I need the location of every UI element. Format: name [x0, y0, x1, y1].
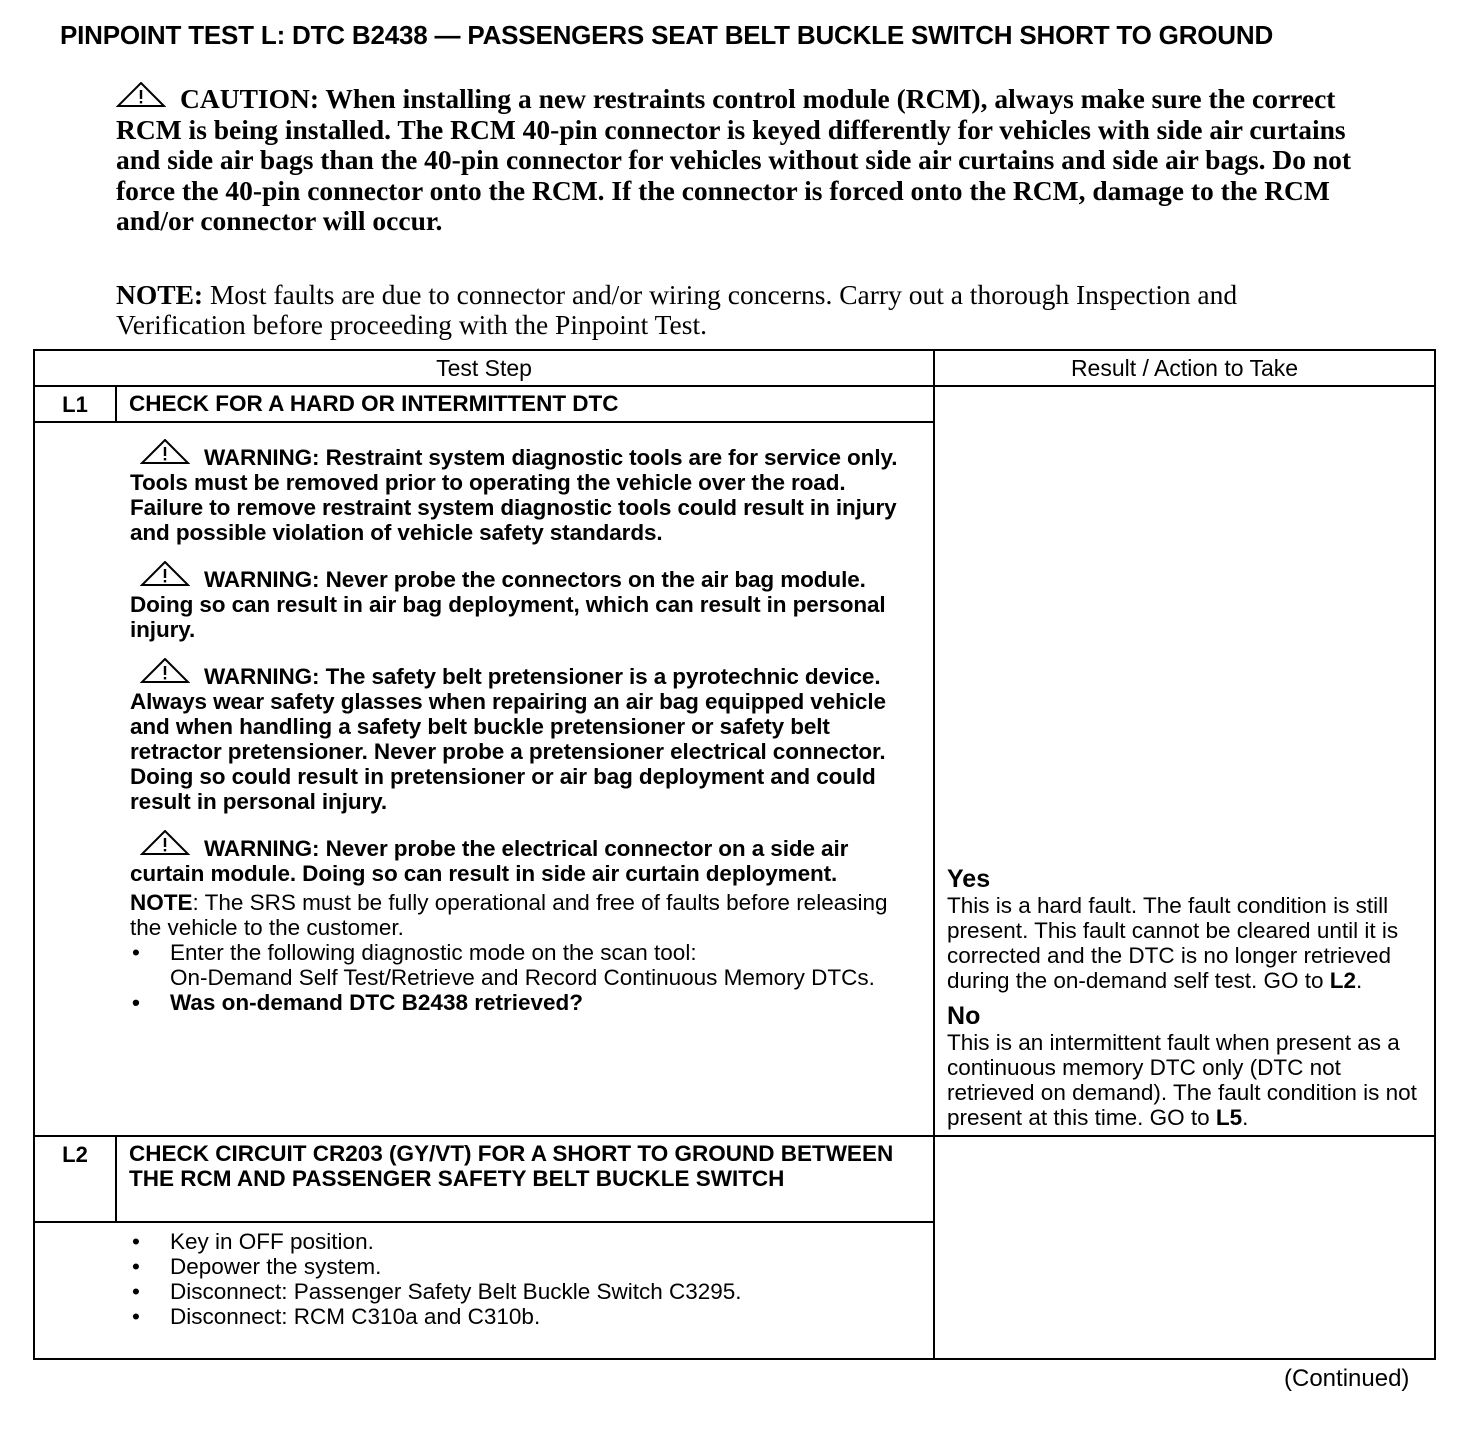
srs-note: NOTE: The SRS must be fully operational and free of faults before releasing the vehicle to the customer.: [130, 890, 888, 940]
note-text: Most faults are due to connector and/or wiring concerns. Carry out a thorough Inspection and Verification before proceeding with the Pinpoint Test.: [116, 279, 1238, 340]
no-label: No: [947, 1002, 981, 1030]
warning-1: WARNING: Restraint system diagnostic tools are for service only. Tools must be removed prior to operating the vehicle over the road. Failure to remove restraint system diagnostic tools could result in injury and possible violation of vehicle safety standards.: [130, 439, 923, 545]
no-action: This is an intermittent fault when present as a continuous memory DTC only (DTC not retrieved on demand). The fault condition is not present at this time. GO to L5.: [947, 1030, 1417, 1130]
step-body-l2: [34, 1222, 934, 1359]
warning-triangle-icon: [140, 830, 190, 861]
result-cell-l2: [934, 1136, 1435, 1359]
list-item: • Depower the system.: [132, 1254, 382, 1279]
list-item: • Key in OFF position.: [132, 1229, 374, 1254]
step-heading-l2: CHECK CIRCUIT CR203 (GY/VT) FOR A SHORT TO GROUND BETWEEN THE RCM AND PASSENGER SAFETY BELT BUCKLE SWITCH: [116, 1136, 934, 1222]
list-item: • Disconnect: Passenger Safety Belt Buckle Switch C3295.: [132, 1279, 742, 1304]
result-cell-l1: [934, 386, 1435, 1136]
test-step-header: Test Step: [34, 350, 934, 386]
caution-text: When installing a new restraints control module (RCM), always make sure the correct RCM is being installed. The RCM 40-pin connector is keyed differently for vehicles with side air curtains and side air bags than the 40-pin connector for vehicles without side air curtains and side air bags. Do not force the 40-pin connector onto the RCM. If the connector is forced onto the RCM, damage to the RCM and/or connector will occur.: [116, 83, 1352, 236]
continued-label: (Continued): [1284, 1365, 1410, 1392]
result-header: Result / Action to Take: [934, 350, 1435, 386]
list-item: • Enter the following diagnostic mode on the scan tool: On-Demand Self Test/Retrieve and Record Continuous Memory DTCs.: [132, 940, 875, 990]
list-item: • Disconnect: RCM C310a and C310b.: [132, 1304, 541, 1329]
warning-3: WARNING: The safety belt pretensioner is a pyrotechnic device. Always wear safety glasses when repairing an air bag equipped vehicle and when handling a safety belt buckle pretensioner or safety belt retractor pretensioner. Never probe a pretensioner electrical connector. Doing so could result in pretensioner or air bag deployment and could result in personal injury.: [130, 658, 923, 814]
note-label: NOTE:: [116, 279, 204, 310]
table-header-row: [34, 350, 1435, 386]
warning-triangle-icon: [116, 82, 166, 115]
table-row: [34, 386, 1435, 422]
goto-l2-link[interactable]: L2: [1329, 968, 1356, 993]
step-id-l2: L2: [34, 1136, 116, 1222]
yes-label: Yes: [947, 865, 991, 893]
step-body-l1: [34, 422, 934, 1136]
warning-triangle-icon: [140, 658, 190, 689]
note-block: [116, 280, 1356, 340]
caution-block: [116, 82, 1356, 237]
warning-triangle-icon: [140, 439, 190, 470]
goto-l5-link[interactable]: L5: [1215, 1105, 1243, 1130]
caution-label: CAUTION:: [180, 83, 320, 114]
table-row: [34, 1136, 1435, 1222]
warning-triangle-icon: [140, 561, 190, 592]
yes-action: This is a hard fault. The fault condition is still present. This fault cannot be cleared until it is corrected and the DTC is no longer retrieved during the on-demand self test. GO to L2.: [947, 893, 1399, 993]
warning-4: WARNING: Never probe the electrical connector on a side air curtain module. Doing so can result in side air curtain deployment.: [130, 830, 923, 886]
step-heading-l1: CHECK FOR A HARD OR INTERMITTENT DTC: [116, 386, 934, 422]
warning-2: WARNING: Never probe the connectors on the air bag module. Doing so can result in air bag deployment, which can result in personal injury.: [130, 561, 923, 642]
step-id-l1: L1: [34, 386, 116, 422]
page-title: PINPOINT TEST L: DTC B2438 — PASSENGERS SEAT BELT BUCKLE SWITCH SHORT TO GROUND: [60, 20, 1274, 50]
pinpoint-test-table: [33, 349, 1436, 1360]
list-item: • Was on-demand DTC B2438 retrieved?: [132, 990, 584, 1015]
